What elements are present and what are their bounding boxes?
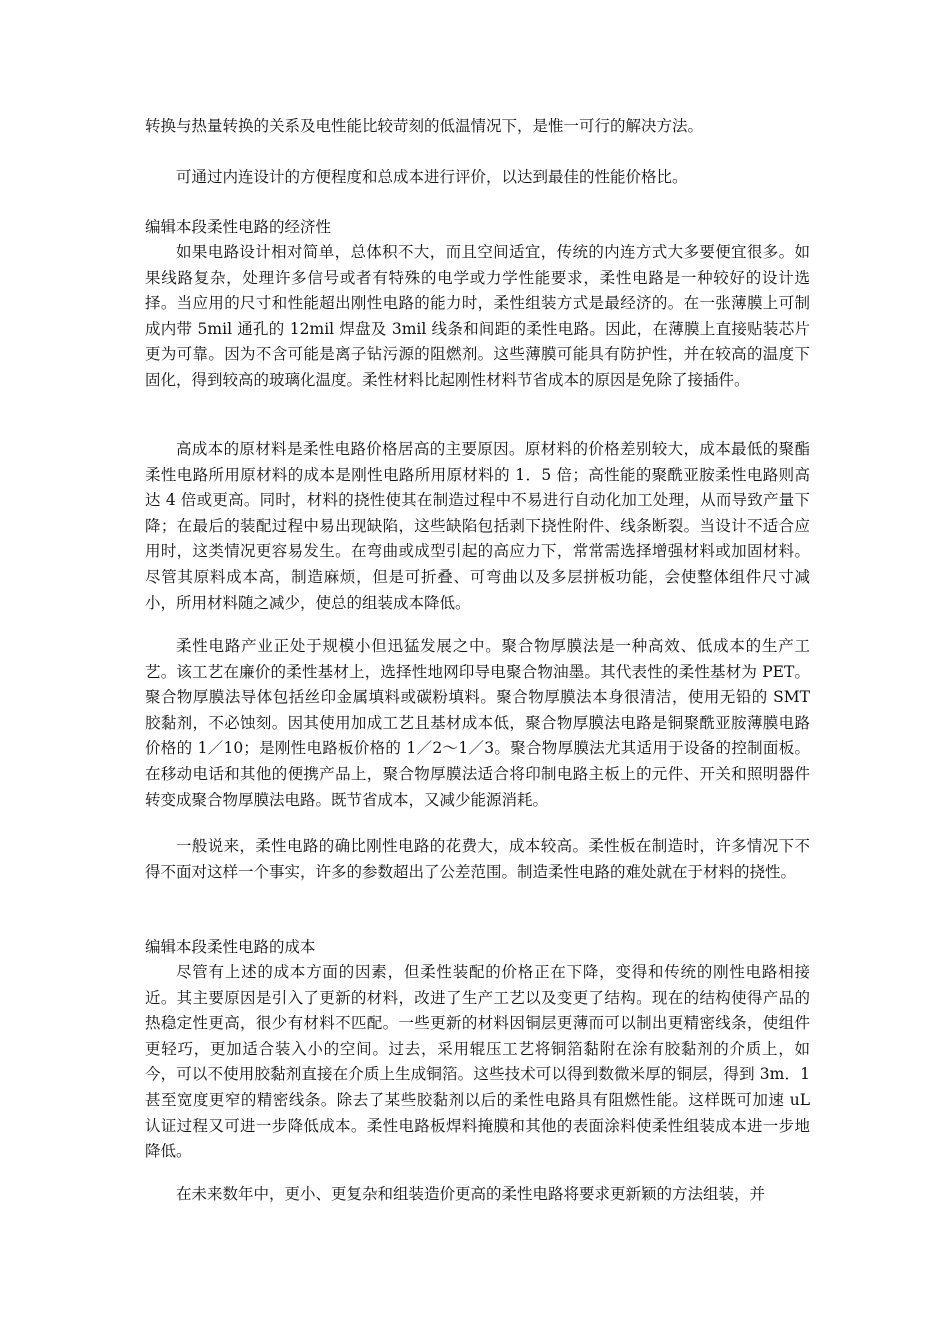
paragraph: 尽管有上述的成本方面的因素，但柔性装配的价格正在下降，变得和传统的刚性电路相接近。其主要原因是引入了更新的材料，改进了生产工艺以及变更了结构。现在的结构使得产品的热稳定性更高，很少有材料不匹配。一些更新的材料因铜层更薄而可以制出更精密线条，使组件更轻巧，更加适合装入小的空间。过去，采用辊压工艺将铜箔黏附在涂有胶黏剂的介质上，如今，可以不使用胶黏剂直接在介质上生成铜箔。这些技术可以得到数微米厚的铜层，得到 3m．1 甚至宽度更窄的精密线条。除去了某些胶黏剂以后的柔性电路具有阻燃性能。这样既可加速 uL 认证过程又可进一步降低成本。柔性电路板焊料掩膜和其他的表面涂料使柔性组装成本进一步地降低。 [145,963,810,1161]
paragraph: 柔性电路产业正处于规模小但迅猛发展之中。聚合物厚膜法是一种高效、低成本的生产工艺。该工艺在廉价的柔性基材上，选择性地网印导电聚合物油墨。其代表性的柔性基材为 PET。聚合物厚膜法导体包括丝印金属填料或碳粉填料。聚合物厚膜法本身很清洁，使用无铅的 SMT 胶黏剂，不必蚀刻。因其使用加成工艺且基材成本低，聚合物厚膜法电路是铜聚酰亚胺薄膜电路价格的 1／10；是刚性电路板价格的 1／2～1／3。聚合物厚膜法尤其适用于设备的控制面板。在移动电话和其他的便携产品上，聚合物厚膜法适合将印制电路主板上的元件、开关和照明器件转变成聚合物厚膜法电路。既节省成本，又减少能源消耗。 [145,637,810,809]
paragraph: 可通过内连设计的方便程度和总成本进行评价，以达到最佳的性能价格比。 [176,168,688,186]
paragraph: 转换与热量转换的关系及电性能比较苛刻的低温情况下，是惟一可行的解决方法。 [145,117,704,135]
paragraph: 如果电路设计相对简单，总体积不大，而且空间适宜，传统的内连方式大多要便宜很多。如果线路复杂，处理许多信号或者有特殊的电学或力学性能要求，柔性电路是一种较好的设计选择。当应用的尺寸和性能超出刚性电路的能力时，柔性组装方式是最经济的。在一张薄膜上可制成内带 5mil 通孔的 12mil 焊盘及 3mil 线条和间距的柔性电路。因此，在薄膜上直接贴装芯片更为可靠。因为不含可能是离子钻污源的阻燃剂。这些薄膜可能具有防护性，并在较高的温度下固化，得到较高的玻璃化温度。柔性材料比起刚性材料节省成本的原因是免除了接插件。 [145,243,810,389]
section-heading: 编辑本段柔性电路的经济性 [145,218,332,236]
paragraph: 在未来数年中，更小、更复杂和组装造价更高的柔性电路将要求更新颖的方法组装，并 [176,1185,766,1203]
section-heading: 编辑本段柔性电路的成本 [145,938,316,956]
paragraph: 一般说来，柔性电路的确比刚性电路的花费大，成本较高。柔性板在制造时，许多情况下不得不面对这样一个事实，许多的参数超出了公差范围。制造柔性电路的难处就在于材料的挠性。 [145,837,810,881]
paragraph: 高成本的原材料是柔性电路价格居高的主要原因。原材料的价格差别较大，成本最低的聚酯柔性电路所用原材料的成本是刚性电路所用原材料的 1．5 倍；高性能的聚酰亚胺柔性电路则高达 4 倍或更高。同时，材料的挠性使其在制造过程中不易进行自动化加工处理，从而导致产量下降；在最后的装配过程中易出现缺陷，这些缺陷包括剥下挠性附件、线条断裂。当设计不适合应用时，这类情况更容易发生。在弯曲或成型引起的高应力下，常常需选择增强材料或加固材料。尽管其原料成本高，制造麻烦，但是可折叠、可弯曲以及多层拼板功能，会使整体组件尺寸减小，所用材料随之减少，使总的组装成本降低。 [145,440,810,612]
